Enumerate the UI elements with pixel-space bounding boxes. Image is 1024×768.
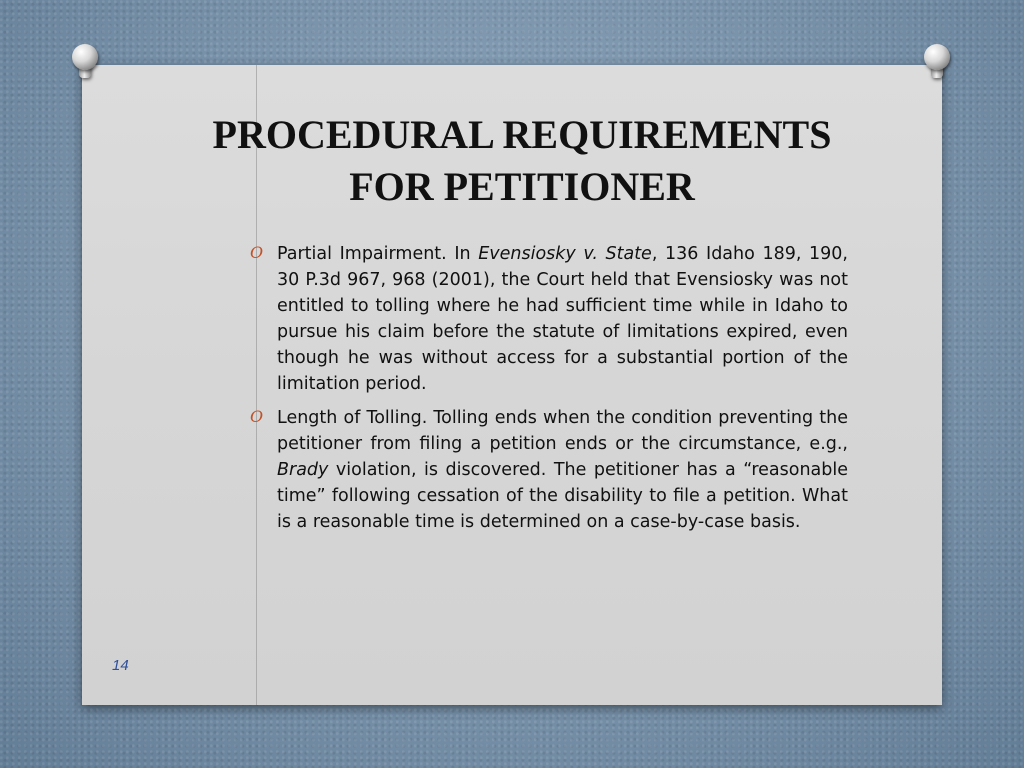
title-line-1: PROCEDURAL REQUIREMENTS [212, 112, 832, 157]
bullet-item [250, 405, 848, 535]
italic-term: Brady [277, 460, 329, 480]
bullet-text-part: violation, is discovered. The petitioner has a “reasonable time” following cessation of the disability to file a petition. What is a reasonable time is determined on a case-by-case basis. [277, 460, 848, 532]
title-line-2: FOR PETITIONER [349, 164, 695, 209]
slide-title [172, 109, 872, 213]
bullet-heading: Length of Tolling. [277, 408, 428, 428]
bullet-text [277, 241, 848, 397]
bullet-text-part: Tolling ends when the condition preventing the petitioner from filing a petition ends or the circumstance, e.g., [277, 408, 848, 454]
bullet-marker-icon: O [250, 407, 264, 426]
slide [82, 65, 942, 705]
bullet-marker-icon: O [250, 243, 264, 262]
page-number: 14 [112, 657, 129, 674]
slide-content [250, 241, 848, 543]
case-name: Evensiosky v. State [478, 244, 652, 264]
bullet-text-part: , 136 Idaho 189, 190, 30 P.3d 967, 968 (2001), the Court held that Evensiosky was not entitled to tolling where he had sufficient time while in Idaho to pursue his claim before the statute of limitations expired, even though he was without access for a substantial portion of the limitation period. [277, 244, 848, 394]
pushpin-icon [72, 44, 98, 80]
bullet-heading: Partial Impairment. [277, 244, 447, 264]
pushpin-icon [924, 44, 950, 80]
bullet-item [250, 241, 848, 397]
bullet-text-part: In [446, 244, 479, 264]
bullet-text [277, 405, 848, 535]
